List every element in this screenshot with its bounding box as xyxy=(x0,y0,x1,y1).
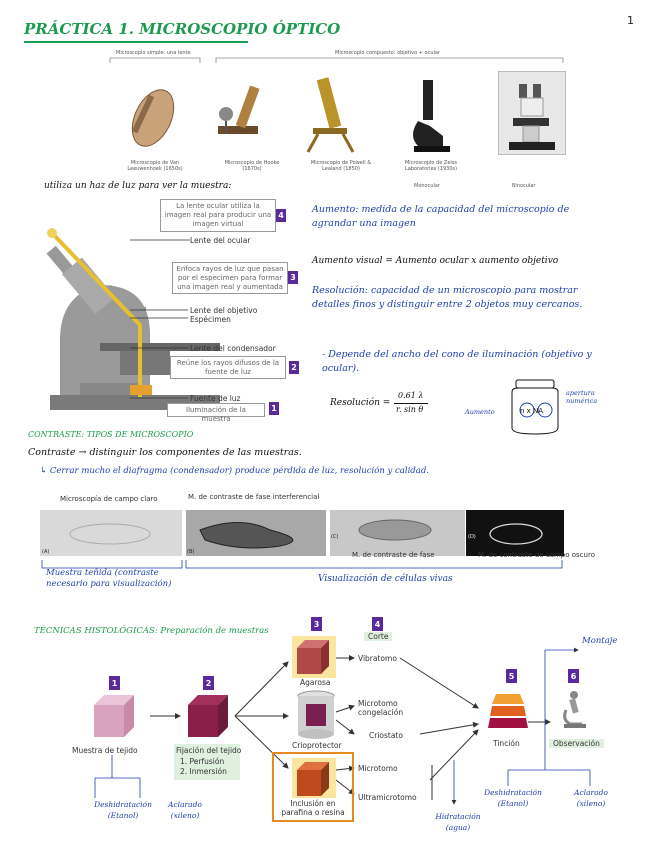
label-ultramicrotomo: Ultramicrotomo xyxy=(358,793,417,802)
note-montaje: Montaje xyxy=(582,636,618,646)
compound-microscope-label: Microscopio compuesto: objetivo + ocular xyxy=(335,50,440,56)
note-depende: - Depende del ancho del cono de iluminación (objetivo y ocular). xyxy=(322,349,592,375)
number-badge-1: 1 xyxy=(269,402,279,415)
label-contraste-fase: M. de contraste de fase xyxy=(352,551,435,559)
leeuwenhoek-microscope xyxy=(124,83,182,153)
formula-label: Resolución = xyxy=(330,398,391,408)
note-aclarado-2: Aclarado (xileno) xyxy=(574,788,608,808)
label-corte: Corte xyxy=(364,632,392,641)
label-campo-claro: Microscopía de campo claro xyxy=(60,495,158,503)
darkfield-photo xyxy=(466,510,564,556)
label-observacion: Observación xyxy=(549,739,604,748)
formula-fraction-bar xyxy=(394,403,428,404)
label-vibratomo: Vibratomo xyxy=(358,654,397,663)
cube-agarosa xyxy=(297,640,331,674)
caption-binocular: Binocular xyxy=(512,183,536,189)
label-fuente-luz: Fuente de luz xyxy=(190,394,241,403)
cylinder-crioprotector xyxy=(296,690,336,740)
zeiss-microscope xyxy=(413,80,450,152)
label-perfusion: 1. Perfusión xyxy=(180,757,225,766)
step-badge-1: 1 xyxy=(109,676,120,690)
cube-inclusion xyxy=(297,762,331,796)
label-tincion: Tinción xyxy=(493,739,520,748)
binocular-photo xyxy=(498,71,566,155)
note-hidratacion: Hidratación (agua) xyxy=(435,812,481,832)
cube-muestra-tejido xyxy=(94,695,136,739)
label-lente-condensador: Lente del condensador xyxy=(190,344,276,353)
page-title: PRÁCTICA 1. MICROSCOPIO ÓPTICO xyxy=(24,20,341,38)
box-illumination: Iluminación de la muestra xyxy=(167,403,265,417)
box-condenser-description: Reúne los rayos difusos de la fuente de luz xyxy=(170,356,286,379)
contraste-heading: CONTRASTE: TIPOS DE MICROSCOPIO xyxy=(28,430,194,439)
label-lente-ocular: Lente del ocular xyxy=(190,236,251,245)
formula-numerator: 0.61 λ xyxy=(398,391,424,400)
step-badge-5: 5 xyxy=(506,669,517,683)
note-aclarado-1: Aclarado (xileno) xyxy=(168,800,202,820)
nxna-label: n x NA xyxy=(520,407,544,415)
hooke-microscope xyxy=(218,85,260,134)
label-microtomo: Microtomo xyxy=(358,764,398,773)
step-badge-6: 6 xyxy=(568,669,579,683)
note-muestra-tenida: Muestra teñida (contraste necesario para visualización) xyxy=(46,568,172,590)
note-resolucion: Resolución: capacidad de un microscopio para mostrar detalles finos y distinguir entre 2 objetos muy cercanos. xyxy=(312,285,583,311)
label-inmersion: 2. Inmersión xyxy=(180,767,227,776)
page-number: 1 xyxy=(627,14,634,27)
caption-hooke: Microscopio de Hooke (1670s) xyxy=(224,160,280,172)
tag-c: (C) xyxy=(331,534,339,540)
apertura-tag: apertura numérica xyxy=(566,389,598,405)
staining-layers-icon xyxy=(488,694,528,732)
step-badge-4: 4 xyxy=(372,617,383,631)
timeline-brackets xyxy=(108,55,568,65)
formula-denominator: r. sin θ xyxy=(396,405,424,414)
label-muestra-tejido: Muestra de tejido xyxy=(72,746,138,755)
label-inclusion: Inclusión en parafina o resina xyxy=(281,799,345,817)
caption-zeiss: Microscopio de Zeiss Laboratories (1930s) xyxy=(404,160,458,172)
contraste-definition: Contraste → distinguir los componentes de las muestras. xyxy=(28,447,302,458)
simple-microscope-label: Microscopio simple: una lente xyxy=(116,50,191,56)
label-crioprotector: Crioprotector xyxy=(292,741,342,750)
label-lente-objetivo: Lente del objetivo xyxy=(190,306,258,315)
number-badge-2: 2 xyxy=(289,361,299,374)
intro-note: utiliza un haz de luz para ver la muestra: xyxy=(44,181,232,191)
powell-lealand-microscope xyxy=(308,77,353,152)
microscope-icon xyxy=(560,690,588,730)
aumento-tag: Aumento xyxy=(465,408,495,416)
number-badge-4: 4 xyxy=(276,209,286,222)
note-celulas-vivas: Visualización de células vivas xyxy=(318,574,453,584)
label-agarosa: Agarosa xyxy=(300,678,331,687)
note-aumento-visual: Aumento visual = Aumento ocular x aumento objetivo xyxy=(312,256,559,266)
note-deshidratacion-1: Deshidratación (Etanol) xyxy=(94,800,152,820)
tecnicas-heading: TÉCNICAS HISTOLÓGICAS: Preparación de muestras xyxy=(34,626,269,636)
label-fase-interferencial: M. de contraste de fase interferencial xyxy=(188,493,320,501)
step-badge-2: 2 xyxy=(203,676,214,690)
box-ocular-description: La lente ocular utiliza la imagen real para producir una imagen virtual xyxy=(160,199,276,232)
step-badge-3: 3 xyxy=(311,617,322,631)
tag-d: (D) xyxy=(468,534,476,540)
label-especimen: Espécimen xyxy=(190,315,231,324)
note-deshidratacion-2: Deshidratación (Etanol) xyxy=(484,788,542,808)
cube-fijacion xyxy=(188,695,230,739)
label-microtomo-congelacion: Microtomo congelación xyxy=(358,699,404,717)
number-badge-3: 3 xyxy=(288,271,298,284)
note-aumento: Aumento: medida de la capacidad del microscopio de agrandar una imagen xyxy=(312,204,570,230)
box-objective-description: Enfoca rayos de luz que pasan por el especimen para formar una imagen real y aumentada xyxy=(172,262,288,294)
caption-monocular: Monocular xyxy=(414,183,441,189)
label-campo-oscuro: M. de contraste de campo oscuro xyxy=(478,551,595,559)
label-criostato: Criostato xyxy=(369,731,403,740)
diagram-leader-lines xyxy=(130,230,300,420)
tag-b: (B) xyxy=(187,549,195,555)
caption-leeuwenhoek: Microscopio de Van Leeuwenhoek (1650s) xyxy=(127,160,183,172)
caption-powell: Microscopio de Powell & Lealand (1850) xyxy=(310,160,372,172)
label-fijacion: Fijación del tejido xyxy=(176,746,242,755)
contrast-microscopy-photos xyxy=(40,510,465,556)
title-underline xyxy=(24,41,248,43)
tag-a: (A) xyxy=(42,549,50,555)
contraste-diafragma-note: ↳ Cerrar mucho el diafragma (condensador) produce pérdida de luz, resolución y calidad. xyxy=(40,466,429,476)
